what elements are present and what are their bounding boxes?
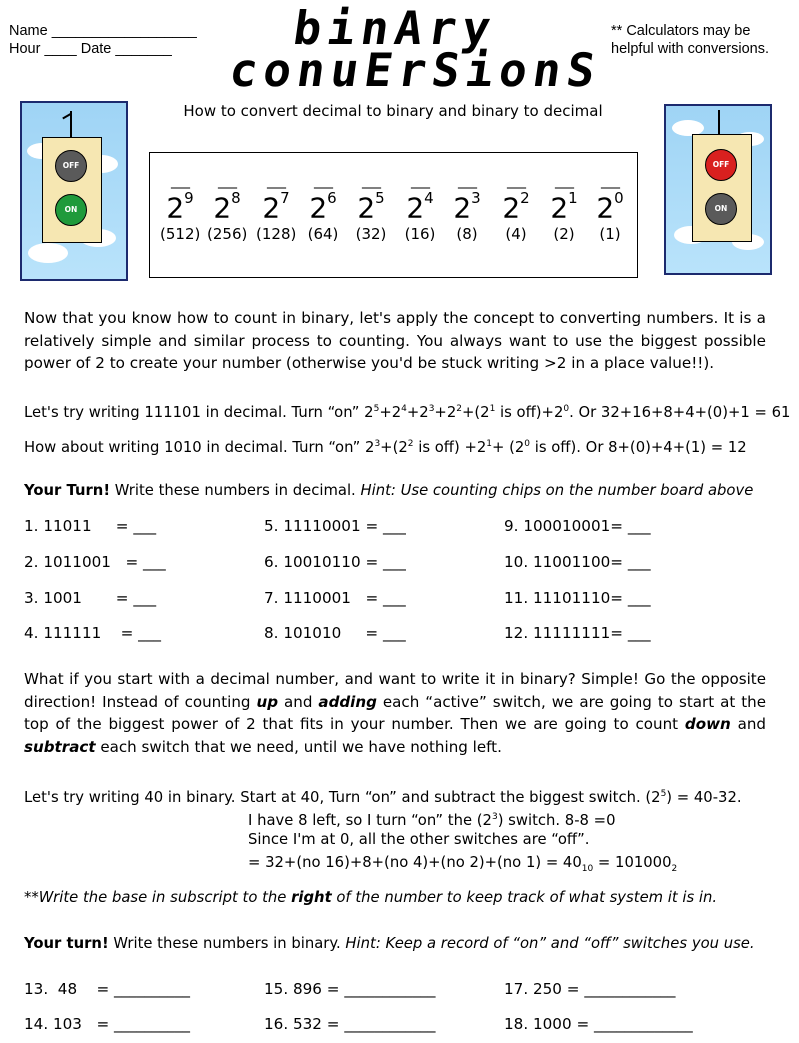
example-binary-to-decimal-1 — [24, 398, 790, 424]
title-line-1: binAry — [290, 1, 500, 55]
ex3-text: ) switch. 8-8 =0 — [497, 811, 616, 829]
para2-text: each “active” switch, we are going to start at the top of the biggest power of 2 that fits in your number. Then we are going to count — [24, 692, 766, 733]
right-off-light: OFF — [705, 149, 737, 181]
place-value-3[interactable] — [447, 175, 487, 243]
power-of-two — [590, 187, 630, 223]
place-value-4[interactable] — [400, 175, 440, 243]
power-base: 2 — [357, 191, 376, 225]
place-value-number: (4) — [505, 225, 527, 244]
para2-text: each switch that we need, until we have nothing left. — [95, 737, 502, 756]
power-of-two — [256, 187, 296, 223]
power-base: 2 — [309, 191, 328, 225]
power-exponent: 0 — [614, 189, 624, 207]
ex1-suffix: . Or 32+16+8+4+(0)+1 = 61 — [569, 403, 791, 421]
decimal-question[interactable]: 8. 101010 = ___ — [264, 624, 406, 642]
your-turn-label: Your turn! — [24, 935, 109, 952]
place-value-9[interactable] — [160, 175, 200, 243]
place-value-blank[interactable]: ___ — [171, 173, 189, 189]
hour-date-field[interactable]: Hour ____ Date _______ — [9, 41, 172, 57]
ex1-exp: 2 — [456, 404, 462, 414]
power-of-two — [544, 187, 584, 223]
intro-paragraph: Now that you know how to count in binary, let's apply the concept to converting numbers. It is a relatively simple and similar process to counting. You always want to use the biggest possible power of 2 to create your number (otherwise you'd be stuck writing >2 in a place value!!). — [24, 309, 766, 372]
para2-text: What if you start with a decimal number, and want to write it in binary? Simple! Go the opposite direction! Instead of counting — [24, 670, 766, 711]
power-base: 2 — [596, 191, 615, 225]
ex1-exp: 3 — [428, 404, 435, 414]
binary-question[interactable]: 15. 896 = ____________ — [264, 980, 436, 998]
right-switch-panel — [692, 134, 752, 242]
power-base: 2 — [166, 191, 185, 225]
left-switch-picture — [20, 101, 128, 281]
your-turn-decimal — [24, 480, 753, 503]
place-value-2[interactable] — [496, 175, 536, 243]
ex1-exp: 0 — [563, 404, 570, 414]
binary-question[interactable]: 13. 48 = __________ — [24, 980, 190, 998]
ex2-text: + (2 — [492, 438, 525, 456]
para2-emph: subtract — [24, 737, 96, 756]
intro-heading: How to convert decimal to binary and binary to decimal — [183, 102, 603, 120]
place-value-0[interactable] — [590, 175, 630, 243]
ex1-exp: 4 — [401, 404, 407, 414]
power-exponent: 5 — [375, 189, 385, 207]
decimal-question[interactable]: 4. 111111 = ___ — [24, 624, 161, 642]
binary-question[interactable]: 14. 103 = __________ — [24, 1015, 190, 1033]
para2-emph: down — [684, 715, 731, 733]
power-exponent: 9 — [184, 189, 194, 207]
power-of-two — [303, 187, 343, 223]
ex3-exp: 5 — [660, 789, 667, 799]
ex1-text: is off)+2 — [495, 403, 564, 421]
power-base: 2 — [406, 191, 425, 225]
binary-question[interactable]: 16. 532 = ____________ — [264, 1015, 436, 1033]
place-value-blank[interactable]: ___ — [218, 173, 236, 189]
place-value-number: (2) — [553, 225, 575, 244]
ex1-text: +2 — [434, 403, 457, 421]
place-value-number: (8) — [456, 225, 478, 244]
base-subscript-note — [24, 887, 717, 910]
right-on-light: ON — [705, 193, 737, 225]
ex3-text: ) = 40-32. — [666, 788, 742, 806]
ex1-text: +2 — [379, 403, 402, 421]
example-decimal-to-binary-line-4 — [248, 852, 677, 880]
decimal-question[interactable]: 10. 11001100= ___ — [504, 553, 651, 571]
power-of-two — [400, 187, 440, 223]
place-value-6[interactable] — [303, 175, 343, 243]
place-value-blank[interactable]: ___ — [458, 173, 476, 189]
example-binary-to-decimal-2 — [24, 433, 747, 459]
place-value-blank[interactable]: ___ — [507, 173, 525, 189]
binary-question[interactable]: 18. 1000 = _____________ — [504, 1015, 693, 1033]
power-base: 2 — [262, 191, 281, 225]
decimal-question[interactable]: 2. 1011001 = ___ — [24, 553, 166, 571]
ex2-prefix: How about writing 1010 in decimal. Turn “on” 2 — [24, 438, 375, 456]
ex1-text: +2 — [406, 403, 429, 421]
your-turn-hint: Hint: Use counting chips on the number board above — [360, 482, 754, 499]
ex2-text: +(2 — [380, 438, 408, 456]
decimal-question[interactable]: 9. 100010001= ___ — [504, 517, 651, 535]
left-off-light: OFF — [55, 150, 87, 182]
decimal-to-binary-paragraph — [24, 668, 766, 758]
para2-emph: adding — [318, 692, 377, 711]
place-value-blank[interactable]: ___ — [555, 173, 573, 189]
para2-text: and — [278, 692, 319, 711]
your-turn-label: Your Turn! — [24, 482, 111, 499]
your-turn-text: Write these numbers in binary. — [108, 935, 346, 952]
power-exponent: 4 — [424, 189, 434, 207]
ex2-exp: 3 — [374, 439, 381, 449]
power-base: 2 — [550, 191, 569, 225]
right-switch-picture — [664, 104, 772, 275]
power-of-two — [160, 187, 200, 223]
place-value-number: (1) — [599, 225, 621, 244]
ex2-exp: 2 — [407, 439, 414, 449]
power-exponent: 1 — [568, 189, 578, 207]
example-decimal-to-binary-line-3: Since I'm at 0, all the other switches are “off”. — [248, 831, 590, 848]
ex1-prefix: Let's try writing 111101 in decimal. Turn “on” 2 — [24, 403, 374, 421]
place-value-number: (32) — [355, 225, 387, 244]
place-value-blank[interactable]: ___ — [362, 173, 380, 189]
ex2-text: is off) +2 — [413, 438, 487, 456]
place-value-5[interactable] — [351, 175, 391, 243]
binary-question[interactable]: 17. 250 = ____________ — [504, 980, 676, 998]
place-value-7[interactable] — [256, 175, 296, 243]
place-value-8[interactable] — [207, 175, 247, 243]
place-value-number: (16) — [404, 225, 436, 244]
name-field[interactable]: Name __________________ — [9, 23, 197, 39]
power-exponent: 6 — [327, 189, 337, 207]
power-of-two — [207, 187, 247, 223]
decimal-question[interactable]: 3. 1001 = ___ — [24, 589, 157, 607]
para2-text: and — [730, 715, 766, 733]
power-base: 2 — [453, 191, 472, 225]
decimal-question[interactable]: 1. 11011 = ___ — [24, 517, 157, 535]
title-line-2: conuErSionS — [226, 43, 605, 97]
para2-emph: up — [256, 692, 279, 711]
place-value-number: (512) — [160, 225, 201, 244]
ex2-exp: 1 — [486, 439, 492, 449]
decimal-question[interactable]: 7. 1110001 = ___ — [264, 589, 406, 607]
decimal-question[interactable]: 6. 10010110 = ___ — [264, 553, 406, 571]
left-switch-panel — [42, 137, 102, 243]
decimal-question[interactable]: 12. 11111111= ___ — [504, 624, 651, 642]
power-base: 2 — [213, 191, 232, 225]
ex3-sub: 10 — [581, 863, 594, 874]
place-value-number: (64) — [307, 225, 339, 244]
your-turn-hint: Hint: Keep a record of “on” and “off” switches you use. — [345, 935, 755, 952]
ex1-text: +(2 — [461, 403, 490, 421]
left-on-light: ON — [55, 194, 87, 226]
power-of-two — [447, 187, 487, 223]
ex1-exp: 1 — [489, 404, 496, 414]
ex2-exp: 0 — [524, 439, 531, 449]
your-turn-binary — [24, 933, 755, 956]
note-text: of the number to keep track of what system it is in. — [331, 889, 718, 906]
note-text: **Write the base in subscript to the — [24, 889, 292, 906]
place-value-blank[interactable]: ___ — [601, 173, 619, 189]
power-exponent: 8 — [231, 189, 241, 207]
ex3-text: = 32+(no 16)+8+(no 4)+(no 2)+(no 1) = 40 — [248, 854, 582, 871]
place-value-blank[interactable]: ___ — [411, 173, 429, 189]
ex1-exp: 5 — [373, 404, 380, 414]
power-exponent: 7 — [280, 189, 290, 207]
ex3-text: = 101000 — [593, 854, 672, 871]
note-emph: right — [291, 889, 332, 906]
ex3-text: I have 8 left, so I turn “on” the (2 — [248, 811, 492, 829]
decimal-question[interactable]: 11. 11101110= ___ — [504, 589, 651, 607]
power-of-two — [496, 187, 536, 223]
decimal-question[interactable]: 5. 11110001 = ___ — [264, 517, 406, 535]
ex3-text: Let's try writing 40 in binary. Start at 40, Turn “on” and subtract the biggest switch. (2 — [24, 788, 661, 806]
calculator-note: ** Calculators may be helpful with conversions. — [611, 23, 769, 57]
power-of-two — [351, 187, 391, 223]
place-value-1[interactable] — [544, 175, 584, 243]
place-value-board — [149, 152, 638, 278]
place-value-number: (256) — [207, 225, 248, 244]
ex3-exp: 3 — [491, 812, 498, 822]
place-value-number: (128) — [256, 225, 297, 244]
power-base: 2 — [502, 191, 521, 225]
place-value-blank[interactable]: ___ — [314, 173, 332, 189]
ex3-sub: 2 — [671, 863, 678, 874]
ex2-suffix: is off). Or 8+(0)+4+(1) = 12 — [530, 438, 747, 456]
power-exponent: 2 — [520, 189, 530, 207]
your-turn-text: Write these numbers in decimal. — [110, 482, 361, 499]
place-value-blank[interactable]: ___ — [267, 173, 285, 189]
power-exponent: 3 — [471, 189, 481, 207]
